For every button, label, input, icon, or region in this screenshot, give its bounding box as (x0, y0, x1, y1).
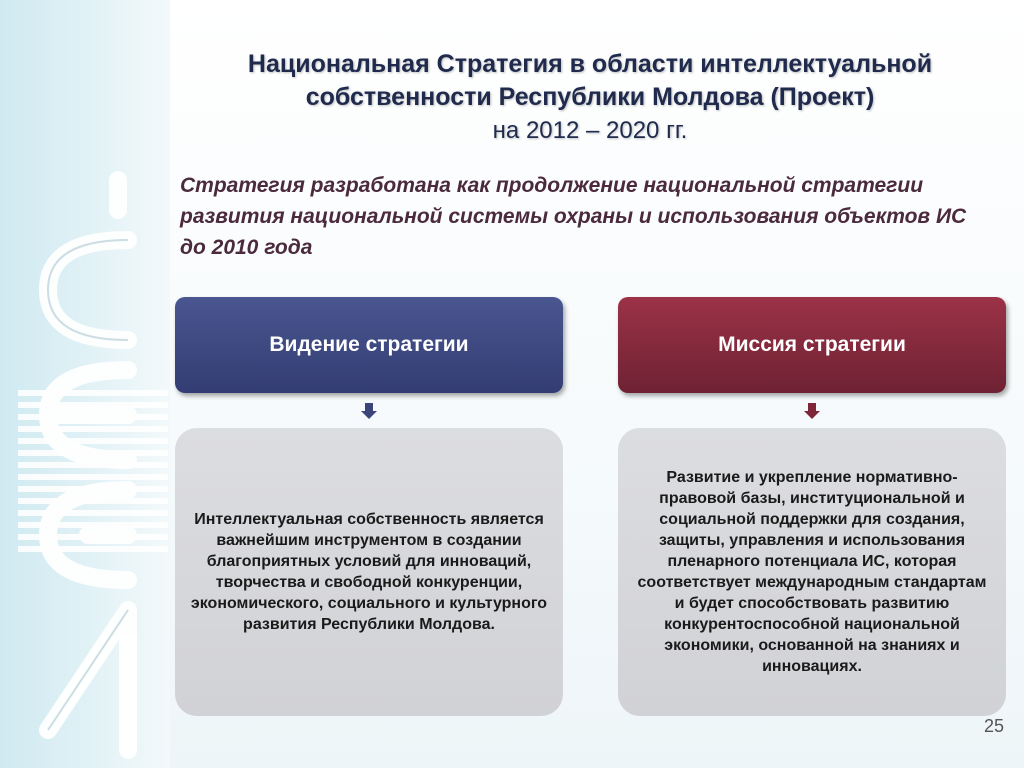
mission-text: Развитие и укрепление нормативно-правовой базы, институциональной и социальной поддержки для создания, защиты, управления и использования пленарного потенциала ИС, которая соответствует международным стандартам и будет способствовать развитию конкурентоспособной национальной экономики, основанной на знаниях и инновациях. (637, 469, 987, 675)
down-arrow-icon (804, 403, 820, 419)
title-line-1: Национальная Стратегия в области интеллектуальной (247, 50, 933, 78)
title-line-2: собственности Республики Молдова (Проект) (305, 83, 875, 111)
title-line-3: на 2012 – 2020 гг. (492, 117, 688, 144)
mission-text-box (618, 428, 1006, 716)
agepi-logo (18, 170, 168, 768)
mission-header: Миссия стратегии (618, 297, 1006, 393)
vision-text-box (175, 428, 563, 716)
slide-title (190, 48, 990, 147)
vision-text: Интеллектуальная собственность является важнейшим инструментом в создании благоприятных условий для инноваций, творчества и свободной конкуренции, экономического, социального и культурного развития Республики Молдова. (190, 511, 548, 633)
down-arrow-icon (361, 403, 377, 419)
intro-text: Стратегия разработана как продолжение национальной стратегии развития национальной системы охраны и использования объектов ИС до 2010 года (180, 174, 967, 259)
vision-header: Видение стратегии (175, 297, 563, 393)
page-number: 25 (983, 716, 1004, 736)
sidebar (0, 0, 170, 768)
